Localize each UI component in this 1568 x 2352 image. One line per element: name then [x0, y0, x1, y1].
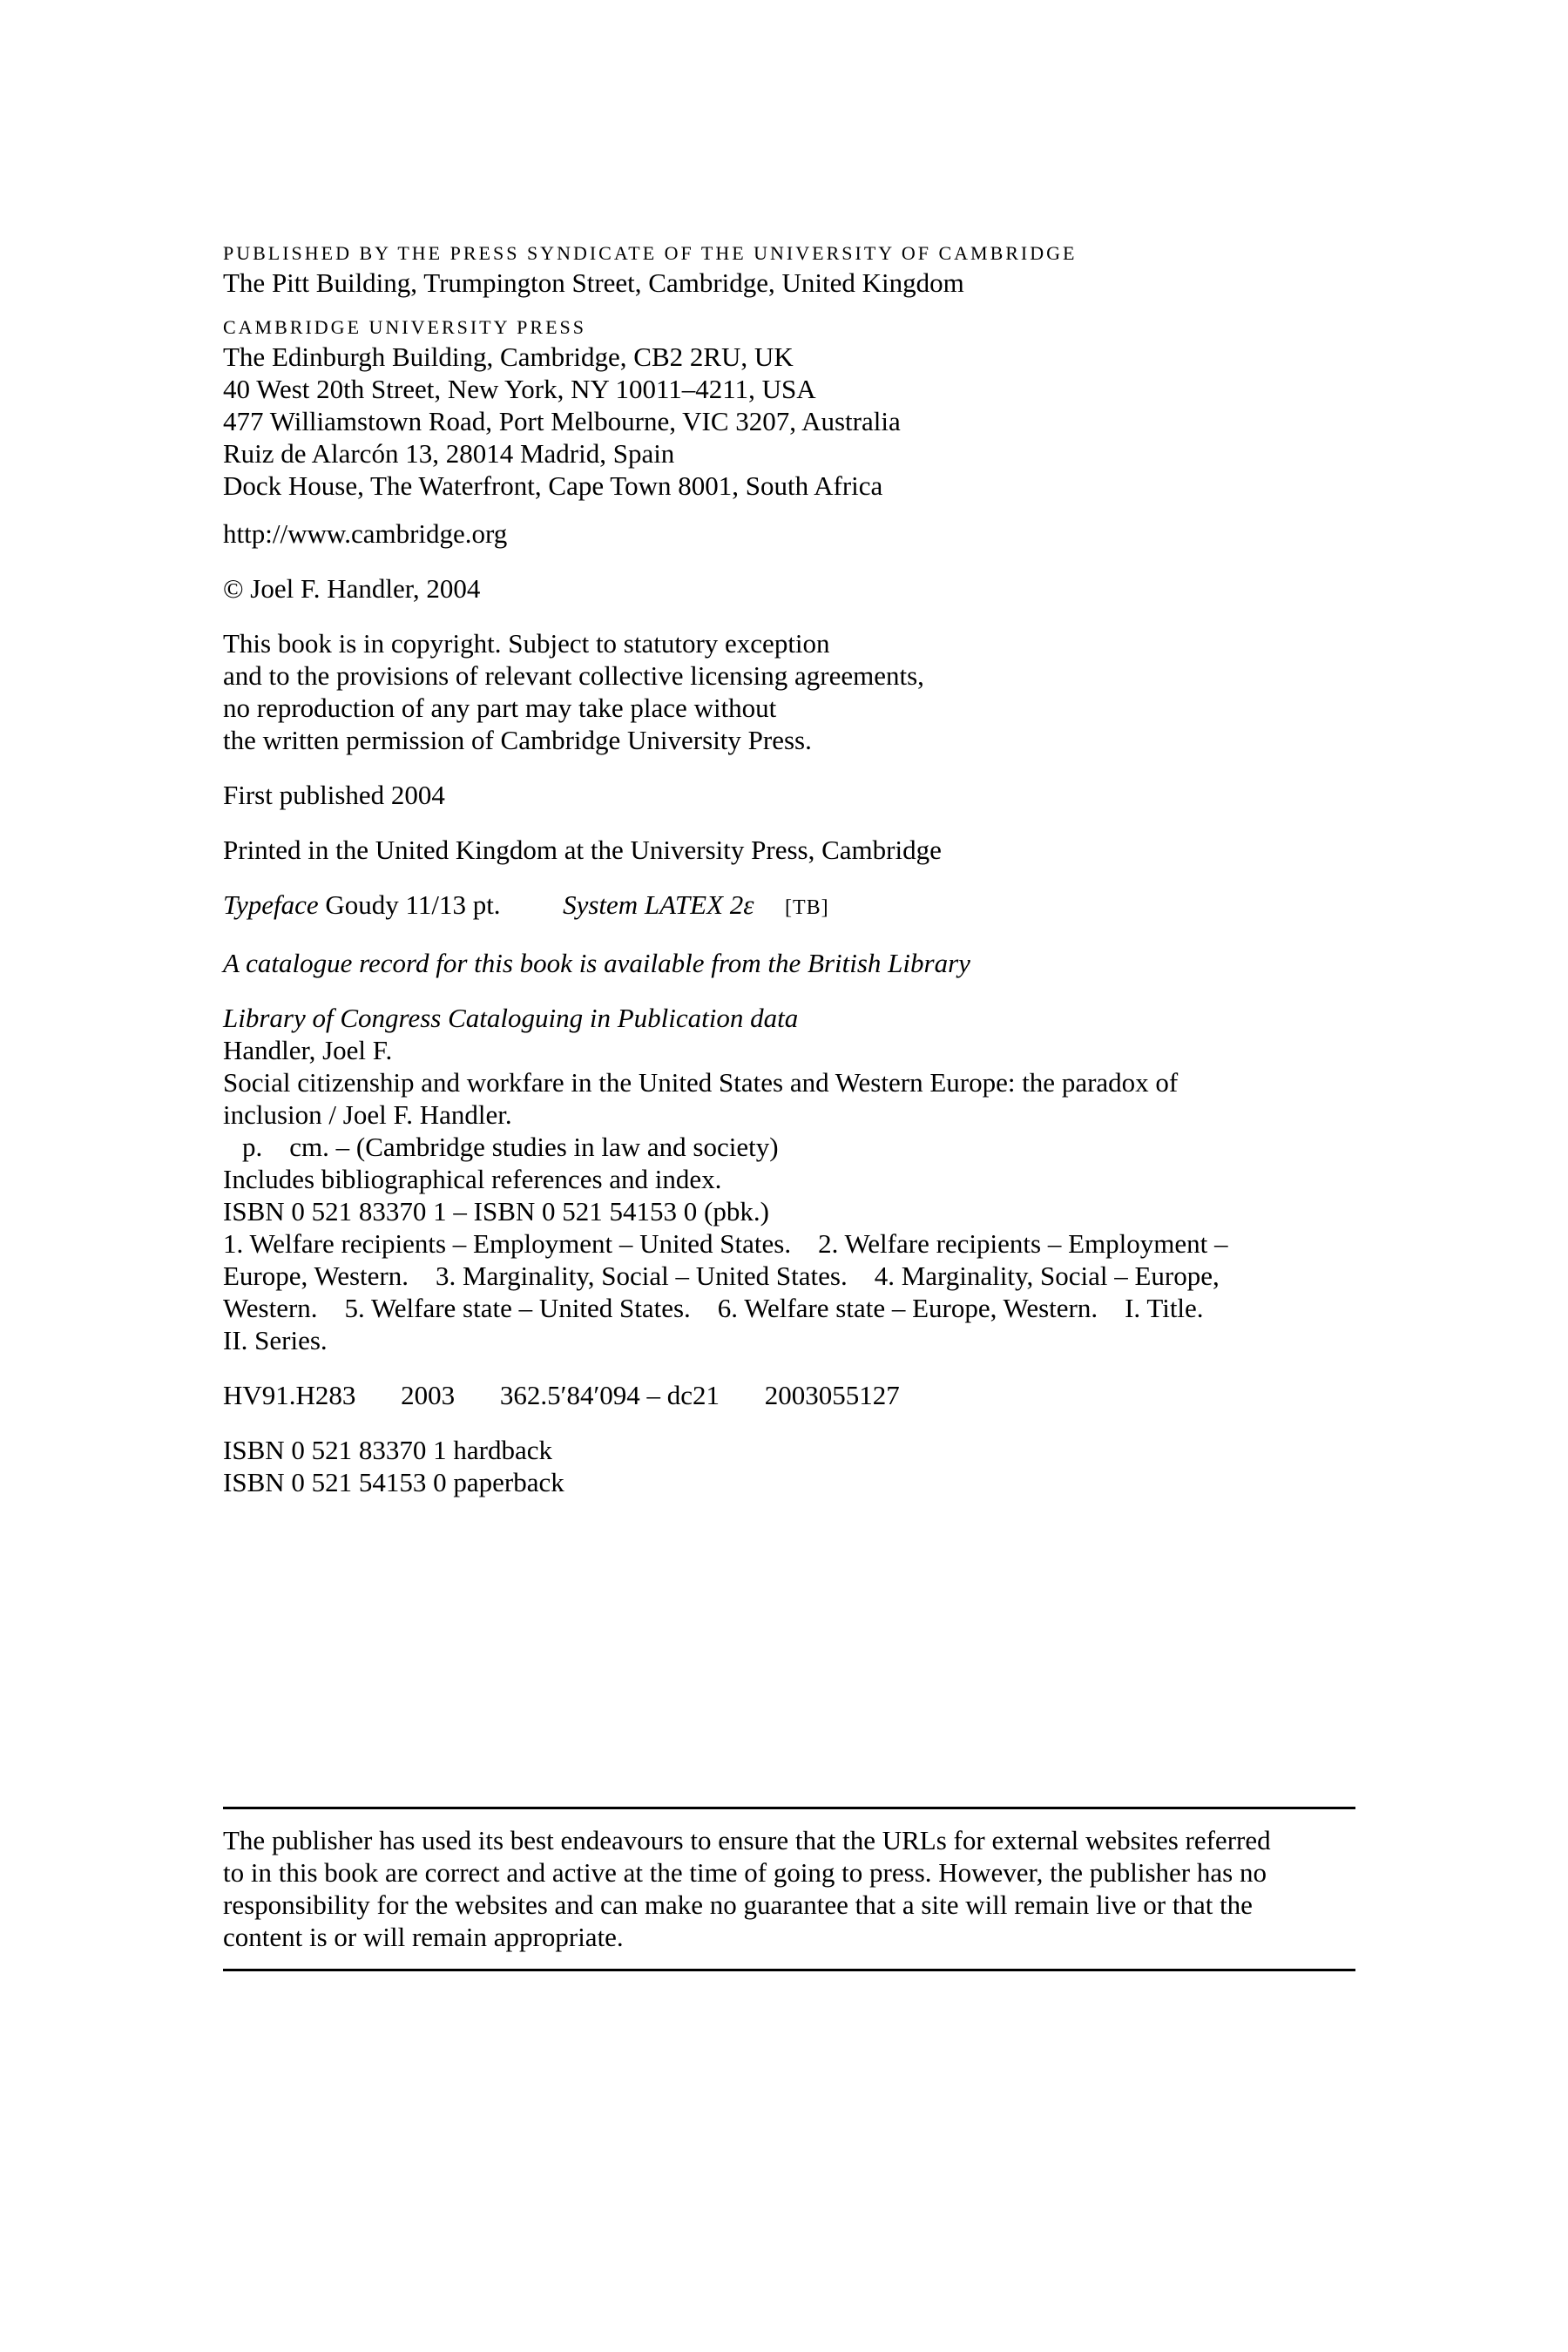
isbn-paperback: ISBN 0 521 54153 0 paperback	[223, 1467, 564, 1497]
copyright-notice-line: no reproduction of any part may take place without	[223, 693, 777, 723]
loc-subject-line: Europe, Western. 3. Marginality, Social – United States. 4. Marginality, Social – Europe,	[223, 1260, 1220, 1291]
loc-title-line: inclusion / Joel F. Handler.	[223, 1099, 512, 1130]
press-url[interactable]	[223, 517, 1355, 550]
loc-author: Handler, Joel F.	[223, 1035, 393, 1065]
loc-subject-line: II. Series.	[223, 1325, 328, 1355]
press-heading: CAMBRIDGE UNIVERSITY PRESS	[223, 316, 587, 338]
press-address-line: 40 West 20th Street, New York, NY 10011–4211, USA	[223, 374, 816, 404]
classification-dewey: 362.5′84′094 – dc21	[499, 1380, 720, 1410]
press-address-line: Ruiz de Alarcón 13, 28014 Madrid, Spain	[223, 438, 675, 469]
printed-text: Printed in the United Kingdom at the University Press, Cambridge	[223, 835, 942, 865]
publisher-block	[223, 240, 1355, 299]
copyright-notice-line: This book is in copyright. Subject to statutory exception	[223, 628, 830, 659]
loc-cip-block	[223, 1002, 1355, 1356]
publisher-address: The Pitt Building, Trumpington Street, Cambridge, United Kingdom	[223, 267, 964, 298]
disclaimer-line: to in this book are correct and active at the time of going to press. However, the publisher has no	[223, 1857, 1267, 1888]
press-address-line: Dock House, The Waterfront, Cape Town 8001, South Africa	[223, 470, 883, 501]
loc-isbn-line: ISBN 0 521 83370 1 – ISBN 0 521 54153 0 (pbk.)	[223, 1196, 769, 1227]
bottom-rule	[223, 1969, 1355, 1971]
top-rule	[223, 1807, 1355, 1809]
copyright-holder: © Joel F. Handler, 2004	[223, 573, 481, 604]
copyright-notice-line: the written permission of Cambridge University Press.	[223, 725, 812, 755]
loc-subject-line: 1. Welfare recipients – Employment – United States. 2. Welfare recipients – Employment –	[223, 1228, 1228, 1259]
press-address-line: 477 Williamstown Road, Port Melbourne, VIC 3207, Australia	[223, 406, 901, 436]
printed-in	[223, 834, 1355, 866]
classification-line	[223, 1379, 1355, 1411]
british-library-text: A catalogue record for this book is available from the British Library	[223, 948, 970, 978]
loc-title-line: Social citizenship and workfare in the United States and Western Europe: the paradox of	[223, 1067, 1179, 1098]
british-library-record	[223, 947, 1355, 979]
copyright-line	[223, 572, 1355, 605]
classification-callnumber: HV91.H283	[223, 1380, 356, 1410]
isbn-block	[223, 1434, 1355, 1498]
system-label: System	[563, 889, 639, 920]
loc-physical: p. cm. – (Cambridge studies in law and society)	[242, 1132, 779, 1162]
copyright-page	[223, 240, 1355, 1498]
copyright-notice	[223, 627, 1355, 756]
disclaimer-line: The publisher has used its best endeavours to ensure that the URLs for external websites referred	[223, 1825, 1271, 1855]
typeset-code: [TB]	[785, 896, 829, 919]
loc-subject-line: Western. 5. Welfare state – United States. 6. Welfare state – Europe, Western. I. Title.	[223, 1293, 1204, 1323]
typeface-label: Typeface	[223, 889, 319, 920]
url-disclaimer	[223, 1824, 1355, 1953]
typeface-value: Goudy 11/13 pt.	[325, 889, 501, 920]
press-block	[223, 314, 1355, 502]
first-published	[223, 779, 1355, 811]
isbn-hardback: ISBN 0 521 83370 1 hardback	[223, 1435, 552, 1465]
copyright-notice-line: and to the provisions of relevant collective licensing agreements,	[223, 660, 924, 691]
loc-heading: Library of Congress Cataloguing in Publication data	[223, 1003, 799, 1033]
system-value: LATEX 2ε	[644, 889, 754, 920]
press-address-line: The Edinburgh Building, Cambridge, CB2 2RU, UK	[223, 341, 794, 372]
classification-lccn: 2003055127	[764, 1380, 900, 1410]
first-published-text: First published 2004	[223, 780, 445, 810]
publisher-heading: PUBLISHED BY THE PRESS SYNDICATE OF THE UNIVERSITY OF CAMBRIDGE	[223, 242, 1078, 264]
loc-includes: Includes bibliographical references and index.	[223, 1164, 722, 1194]
classification-year: 2003	[401, 1380, 456, 1410]
disclaimer-line: content is or will remain appropriate.	[223, 1922, 624, 1952]
disclaimer-line: responsibility for the websites and can make no guarantee that a site will remain live or that the	[223, 1889, 1253, 1920]
website-link[interactable]: http://www.cambridge.org	[223, 518, 508, 549]
typeface-line	[223, 889, 1355, 924]
